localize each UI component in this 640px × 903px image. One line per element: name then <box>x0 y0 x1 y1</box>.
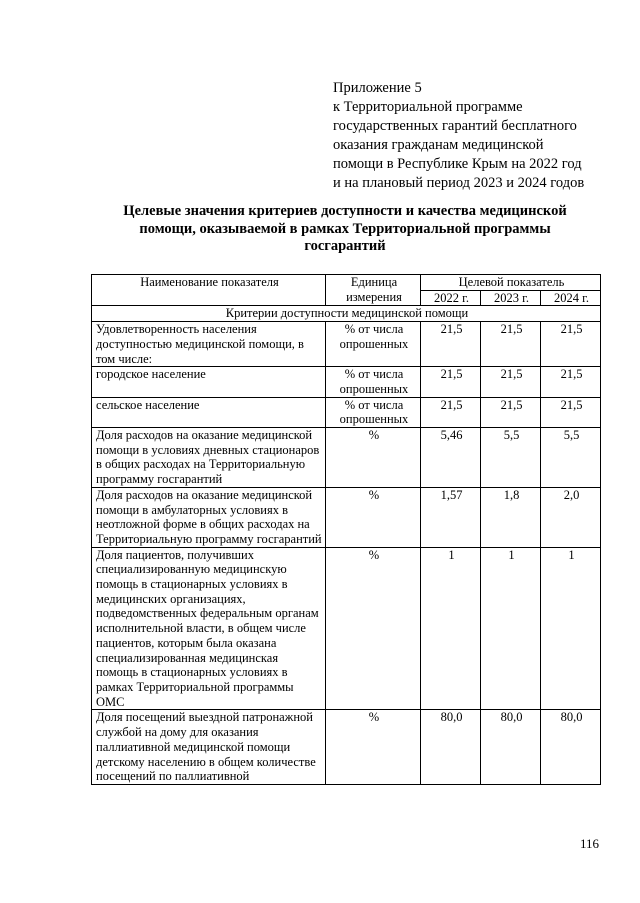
indicator-name: Доля посещений выездной патронажной службой на дому для оказания паллиативной медицинской помощи детскому населению в общем количестве посещений по паллиативной <box>92 710 326 785</box>
header-name: Наименование показателя <box>92 275 326 306</box>
appendix-line: оказания гражданам медицинской <box>333 137 544 153</box>
indicator-name: сельское население <box>92 397 326 427</box>
value-2022: 21,5 <box>421 322 481 367</box>
indicator-unit: % <box>326 710 421 785</box>
title-line: госгарантий <box>304 238 386 254</box>
header-target: Целевой показатель <box>421 275 601 291</box>
table-header-row <box>92 275 601 291</box>
value-2024: 21,5 <box>541 322 601 367</box>
header-year-2022: 2022 г. <box>421 290 481 306</box>
header-year-2024: 2024 г. <box>541 290 601 306</box>
indicator-name: Удовлетворенность населения доступностью медицинской помощи, в том числе: <box>92 322 326 367</box>
table-row <box>92 710 601 785</box>
value-2023: 5,5 <box>481 428 541 488</box>
value-2023: 1,8 <box>481 487 541 547</box>
value-2023: 1 <box>481 547 541 710</box>
value-2024: 1 <box>541 547 601 710</box>
appendix-block <box>333 79 633 193</box>
value-2022: 5,46 <box>421 428 481 488</box>
appendix-line: и на плановый период 2023 и 2024 годов <box>333 175 585 191</box>
table-row <box>92 367 601 397</box>
criteria-table <box>91 274 601 785</box>
appendix-line: помощи в Республике Крым на 2022 год <box>333 156 582 172</box>
value-2022: 21,5 <box>421 367 481 397</box>
table-row <box>92 487 601 547</box>
value-2024: 80,0 <box>541 710 601 785</box>
indicator-name: Доля пациентов, получивших специализированную медицинскую помощь в стационарных условиях в медицинских организациях, подведомственных федеральным органам исполнительной власти, в общем числе пациентов, которым была оказана специализированная медицинская помощь в стационарных условиях в рамках Территориальной программы ОМС <box>92 547 326 710</box>
value-2023: 21,5 <box>481 322 541 367</box>
indicator-name: Доля расходов на оказание медицинской помощи в условиях дневных стационаров в общих расходах на Территориальную программу госгарантий <box>92 428 326 488</box>
header-unit: Единица измерения <box>326 275 421 306</box>
indicator-unit: % <box>326 547 421 710</box>
indicator-unit: % <box>326 428 421 488</box>
document-title <box>96 203 594 256</box>
table-row <box>92 547 601 710</box>
value-2023: 21,5 <box>481 397 541 427</box>
indicator-name: Доля расходов на оказание медицинской помощи в амбулаторных условиях в неотложной форме в общих расходах на Территориальную программу госгарантий <box>92 487 326 547</box>
section-row <box>92 306 601 322</box>
value-2022: 21,5 <box>421 397 481 427</box>
indicator-name: городское население <box>92 367 326 397</box>
title-line: помощи, оказываемой в рамках Территориальной программы <box>139 220 551 237</box>
title-line: Целевые значения критериев доступности и качества медицинской <box>123 203 567 219</box>
value-2024: 2,0 <box>541 487 601 547</box>
indicator-unit: % <box>326 487 421 547</box>
value-2023: 21,5 <box>481 367 541 397</box>
page-number: 116 <box>580 836 600 851</box>
indicator-unit: % от числа опрошенных <box>326 397 421 427</box>
appendix-line: Приложение 5 <box>333 80 422 96</box>
value-2022: 1 <box>421 547 481 710</box>
table-row <box>92 322 601 367</box>
section-title: Критерии доступности медицинской помощи <box>92 306 601 322</box>
value-2024: 5,5 <box>541 428 601 488</box>
table-row <box>92 428 601 488</box>
indicator-unit: % от числа опрошенных <box>326 322 421 367</box>
indicator-unit: % от числа опрошенных <box>326 367 421 397</box>
value-2023: 80,0 <box>481 710 541 785</box>
table-row <box>92 397 601 427</box>
value-2024: 21,5 <box>541 367 601 397</box>
value-2022: 80,0 <box>421 710 481 785</box>
value-2024: 21,5 <box>541 397 601 427</box>
value-2022: 1,57 <box>421 487 481 547</box>
appendix-line: к Территориальной программе <box>333 99 523 115</box>
appendix-line: государственных гарантий бесплатного <box>333 118 577 134</box>
header-year-2023: 2023 г. <box>481 290 541 306</box>
